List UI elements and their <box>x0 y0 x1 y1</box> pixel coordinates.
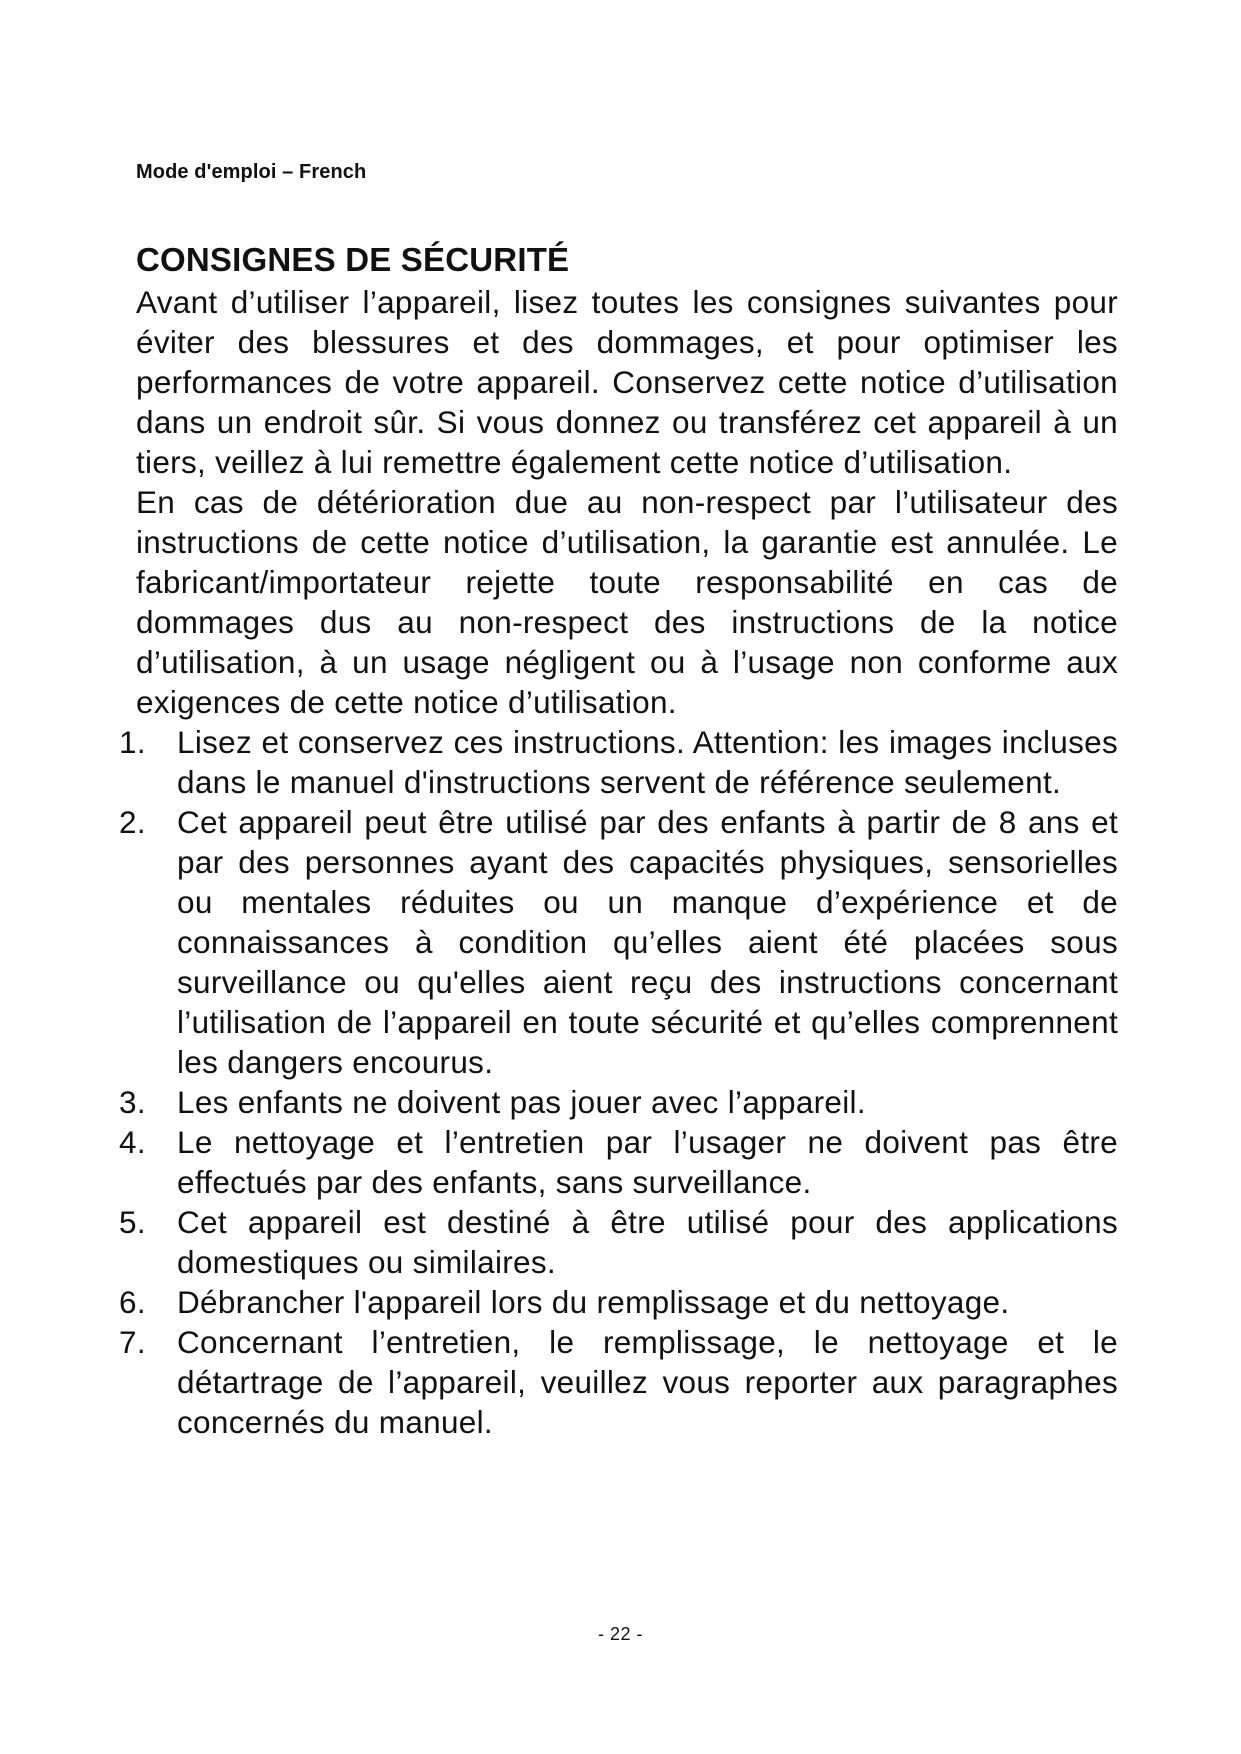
safety-section <box>119 238 1118 1442</box>
list-item-text: Concernant l’entretien, le remplissage, le nettoyage et le détartrage de l’appareil, veuillez vous reporter aux paragraphes concernés du manuel. <box>177 1324 1118 1440</box>
list-item-text: Le nettoyage et l’entretien par l’usager ne doivent pas être effectués par des enfants, sans surveillance. <box>177 1124 1118 1200</box>
list-item <box>119 1082 1118 1122</box>
list-item-number: 6. <box>119 1284 146 1320</box>
list-item <box>119 1282 1118 1322</box>
intro-paragraph: Avant d’utiliser l’appareil, lisez toutes les consignes suivantes pour éviter des blessures et des dommages, et pour optimiser les performances de votre appareil. Conservez cette notice d’utilisation dans un endroit sûr. Si vous donnez ou transférez cet appareil à un tiers, veillez à lui remettre également cette notice d’utilisation. <box>136 284 1118 480</box>
list-item <box>119 1322 1118 1442</box>
warranty-paragraph: En cas de détérioration due au non-respect par l’utilisateur des instructions de cette notice d’utilisation, la garantie est annulée. Le fabricant/importateur rejette toute responsabilité en cas de dommages dus au non-respect des instructions de la notice d’utilisation, à un usage négligent ou à l’usage non conforme aux exigences de cette notice d’utilisation. <box>136 484 1118 720</box>
safety-instructions-list <box>119 722 1118 1442</box>
list-item-text: Les enfants ne doivent pas jouer avec l’appareil. <box>177 1084 866 1120</box>
list-item-number: 7. <box>119 1324 146 1360</box>
list-item-number: 4. <box>119 1124 146 1160</box>
list-item <box>119 1122 1118 1202</box>
list-item-text: Cet appareil peut être utilisé par des enfants à partir de 8 ans et par des personnes ayant des capacités physiques, sensorielles ou mentales réduites ou un manque d’expérience et de connaissances à condition qu’elles aient été placées sous surveillance ou qu'elles aient reçu des instructions concernant l’utilisation de l’appareil en toute sécurité et qu’elles comprennent les dangers encourus. <box>177 804 1118 1080</box>
list-item <box>119 722 1118 802</box>
section-title: CONSIGNES DE SÉCURITÉ <box>136 241 570 278</box>
list-item-number: 2. <box>119 804 146 840</box>
page-number: - 22 - <box>597 1624 643 1644</box>
list-item-number: 3. <box>119 1084 146 1120</box>
running-header: Mode d'emploi – French <box>136 161 367 183</box>
list-item-number: 1. <box>119 724 146 760</box>
list-item <box>119 802 1118 1082</box>
list-item-text: Débrancher l'appareil lors du remplissage et du nettoyage. <box>177 1284 1010 1320</box>
list-item <box>119 1202 1118 1282</box>
list-item-number: 5. <box>119 1204 146 1240</box>
list-item-text: Lisez et conservez ces instructions. Attention: les images incluses dans le manuel d'instructions servent de référence seulement. <box>177 724 1118 800</box>
list-item-text: Cet appareil est destiné à être utilisé pour des applications domestiques ou similaires. <box>177 1204 1118 1280</box>
